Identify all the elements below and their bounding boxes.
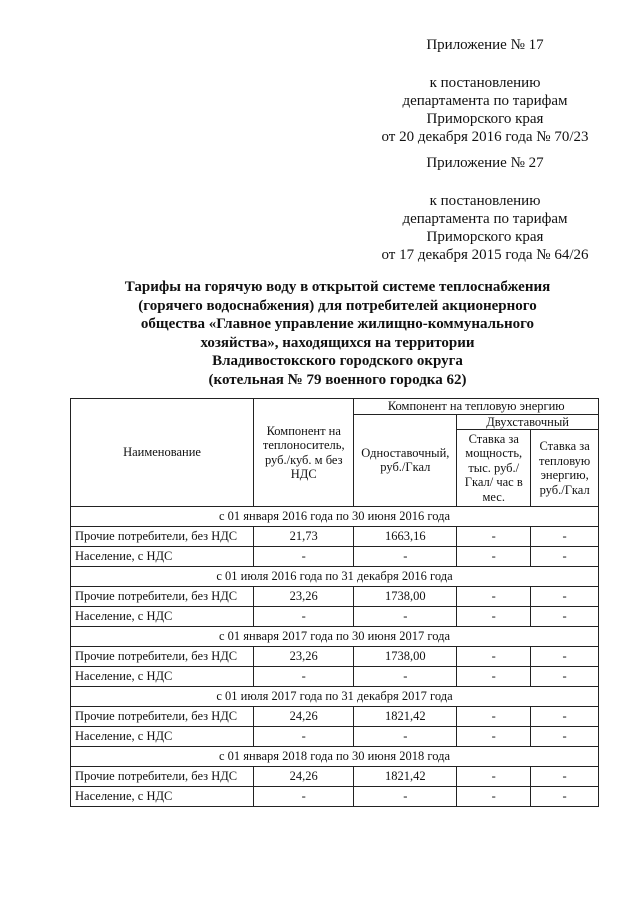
table-row (71, 707, 599, 727)
cell-capacity-rate: - (457, 787, 531, 807)
cell-consumer-name: Население, с НДС (71, 727, 254, 747)
header-heat-carrier: Компонент на теплоноситель, руб./куб. м без НДС (254, 399, 354, 507)
cell-energy-rate: - (531, 767, 599, 787)
cell-capacity-rate: - (457, 527, 531, 547)
cell-heat-carrier: 21,73 (254, 527, 354, 547)
cell-capacity-rate: - (457, 707, 531, 727)
cell-heat-carrier: 23,26 (254, 587, 354, 607)
cell-consumer-name: Прочие потребители, без НДС (71, 767, 254, 787)
table-row (71, 587, 599, 607)
period-row (71, 747, 599, 767)
header-thermal-energy: Компонент на тепловую энергию (354, 399, 599, 415)
cell-consumer-name: Прочие потребители, без НДС (71, 647, 254, 667)
table-row (71, 547, 599, 567)
table-row (71, 667, 599, 687)
header-one-part: Одноставочный, руб./Гкал (354, 414, 457, 507)
cell-heat-carrier: 24,26 (254, 767, 354, 787)
cell-consumer-name: Население, с НДС (71, 607, 254, 627)
cell-heat-carrier: - (254, 727, 354, 747)
cell-one-part-rate: - (354, 547, 457, 567)
cell-heat-carrier: - (254, 667, 354, 687)
title-line: Владивостокского городского округа (212, 353, 463, 370)
period-row (71, 627, 599, 647)
appendix-line: департамента по тарифам (402, 211, 568, 227)
cell-energy-rate: - (531, 787, 599, 807)
title-line: общества «Главное управление жилищно-коммунального (140, 316, 535, 333)
period-row (71, 507, 599, 527)
appendix-line: Приморского края (426, 111, 544, 127)
title-line: Тарифы на горячую воду в открытой системе теплоснабжения (124, 279, 551, 295)
cell-energy-rate: - (531, 607, 599, 627)
document-title (70, 278, 605, 390)
cell-energy-rate: - (531, 667, 599, 687)
tariff-table (70, 398, 599, 807)
cell-energy-rate: - (531, 647, 599, 667)
cell-one-part-rate: - (354, 607, 457, 627)
table-header (71, 399, 599, 507)
cell-consumer-name: Прочие потребители, без НДС (71, 587, 254, 607)
cell-one-part-rate: 1821,42 (354, 707, 457, 727)
cell-heat-carrier: - (254, 607, 354, 627)
header-energy-rate: Ставка за тепловую энергию, руб./Гкал (531, 430, 599, 507)
period-label: с 01 июля 2016 года по 31 декабря 2016 года (71, 567, 599, 587)
cell-energy-rate: - (531, 707, 599, 727)
table-row (71, 727, 599, 747)
title-line: (горячего водоснабжения) для потребителей акционерного (138, 297, 537, 314)
cell-consumer-name: Население, с НДС (71, 667, 254, 687)
cell-consumer-name: Население, с НДС (71, 787, 254, 807)
cell-capacity-rate: - (457, 667, 531, 687)
appendix-block-17 (370, 36, 600, 146)
cell-consumer-name: Население, с НДС (71, 547, 254, 567)
period-row (71, 687, 599, 707)
cell-capacity-rate: - (457, 727, 531, 747)
header-name: Наименование (71, 399, 254, 507)
appendix-line: к постановлению (429, 75, 541, 91)
title-line: хозяйства», находящихся на территории (200, 334, 475, 351)
period-label: с 01 июля 2017 года по 31 декабря 2017 года (71, 687, 599, 707)
period-label: с 01 января 2016 года по 30 июня 2016 года (71, 507, 599, 527)
appendix-line: к постановлению (429, 193, 541, 209)
appendix-title: Приложение № 27 (426, 155, 544, 171)
appendix-line: Приморского края (426, 229, 544, 245)
table-row (71, 787, 599, 807)
cell-capacity-rate: - (457, 587, 531, 607)
cell-capacity-rate: - (457, 607, 531, 627)
table-body (71, 507, 599, 807)
cell-energy-rate: - (531, 727, 599, 747)
header-capacity-rate: Ставка за мощность, тыс. руб./Гкал/ час в мес. (457, 430, 531, 507)
table-row (71, 767, 599, 787)
cell-one-part-rate: 1738,00 (354, 647, 457, 667)
cell-capacity-rate: - (457, 767, 531, 787)
cell-one-part-rate: - (354, 787, 457, 807)
cell-one-part-rate: 1821,42 (354, 767, 457, 787)
cell-consumer-name: Прочие потребители, без НДС (71, 707, 254, 727)
cell-one-part-rate: 1663,16 (354, 527, 457, 547)
appendix-line: от 17 декабря 2015 года № 64/26 (381, 247, 589, 263)
title-line: (котельная № 79 военного городка 62) (208, 371, 467, 388)
period-row (71, 567, 599, 587)
cell-heat-carrier: - (254, 787, 354, 807)
cell-capacity-rate: - (457, 647, 531, 667)
table-row (71, 647, 599, 667)
cell-energy-rate: - (531, 547, 599, 567)
cell-heat-carrier: 24,26 (254, 707, 354, 727)
cell-heat-carrier: - (254, 547, 354, 567)
cell-capacity-rate: - (457, 547, 531, 567)
cell-energy-rate: - (531, 527, 599, 547)
cell-one-part-rate: 1738,00 (354, 587, 457, 607)
appendix-line: от 20 декабря 2016 года № 70/23 (381, 129, 589, 145)
period-label: с 01 января 2018 года по 30 июня 2018 года (71, 747, 599, 767)
cell-one-part-rate: - (354, 727, 457, 747)
cell-heat-carrier: 23,26 (254, 647, 354, 667)
appendix-line: департамента по тарифам (402, 93, 568, 109)
appendix-block-27 (370, 154, 600, 264)
table-row (71, 527, 599, 547)
cell-energy-rate: - (531, 587, 599, 607)
cell-consumer-name: Прочие потребители, без НДС (71, 527, 254, 547)
cell-one-part-rate: - (354, 667, 457, 687)
appendix-title: Приложение № 17 (426, 37, 544, 53)
period-label: с 01 января 2017 года по 30 июня 2017 года (71, 627, 599, 647)
table-row (71, 607, 599, 627)
header-two-part: Двухставочный (457, 414, 599, 430)
